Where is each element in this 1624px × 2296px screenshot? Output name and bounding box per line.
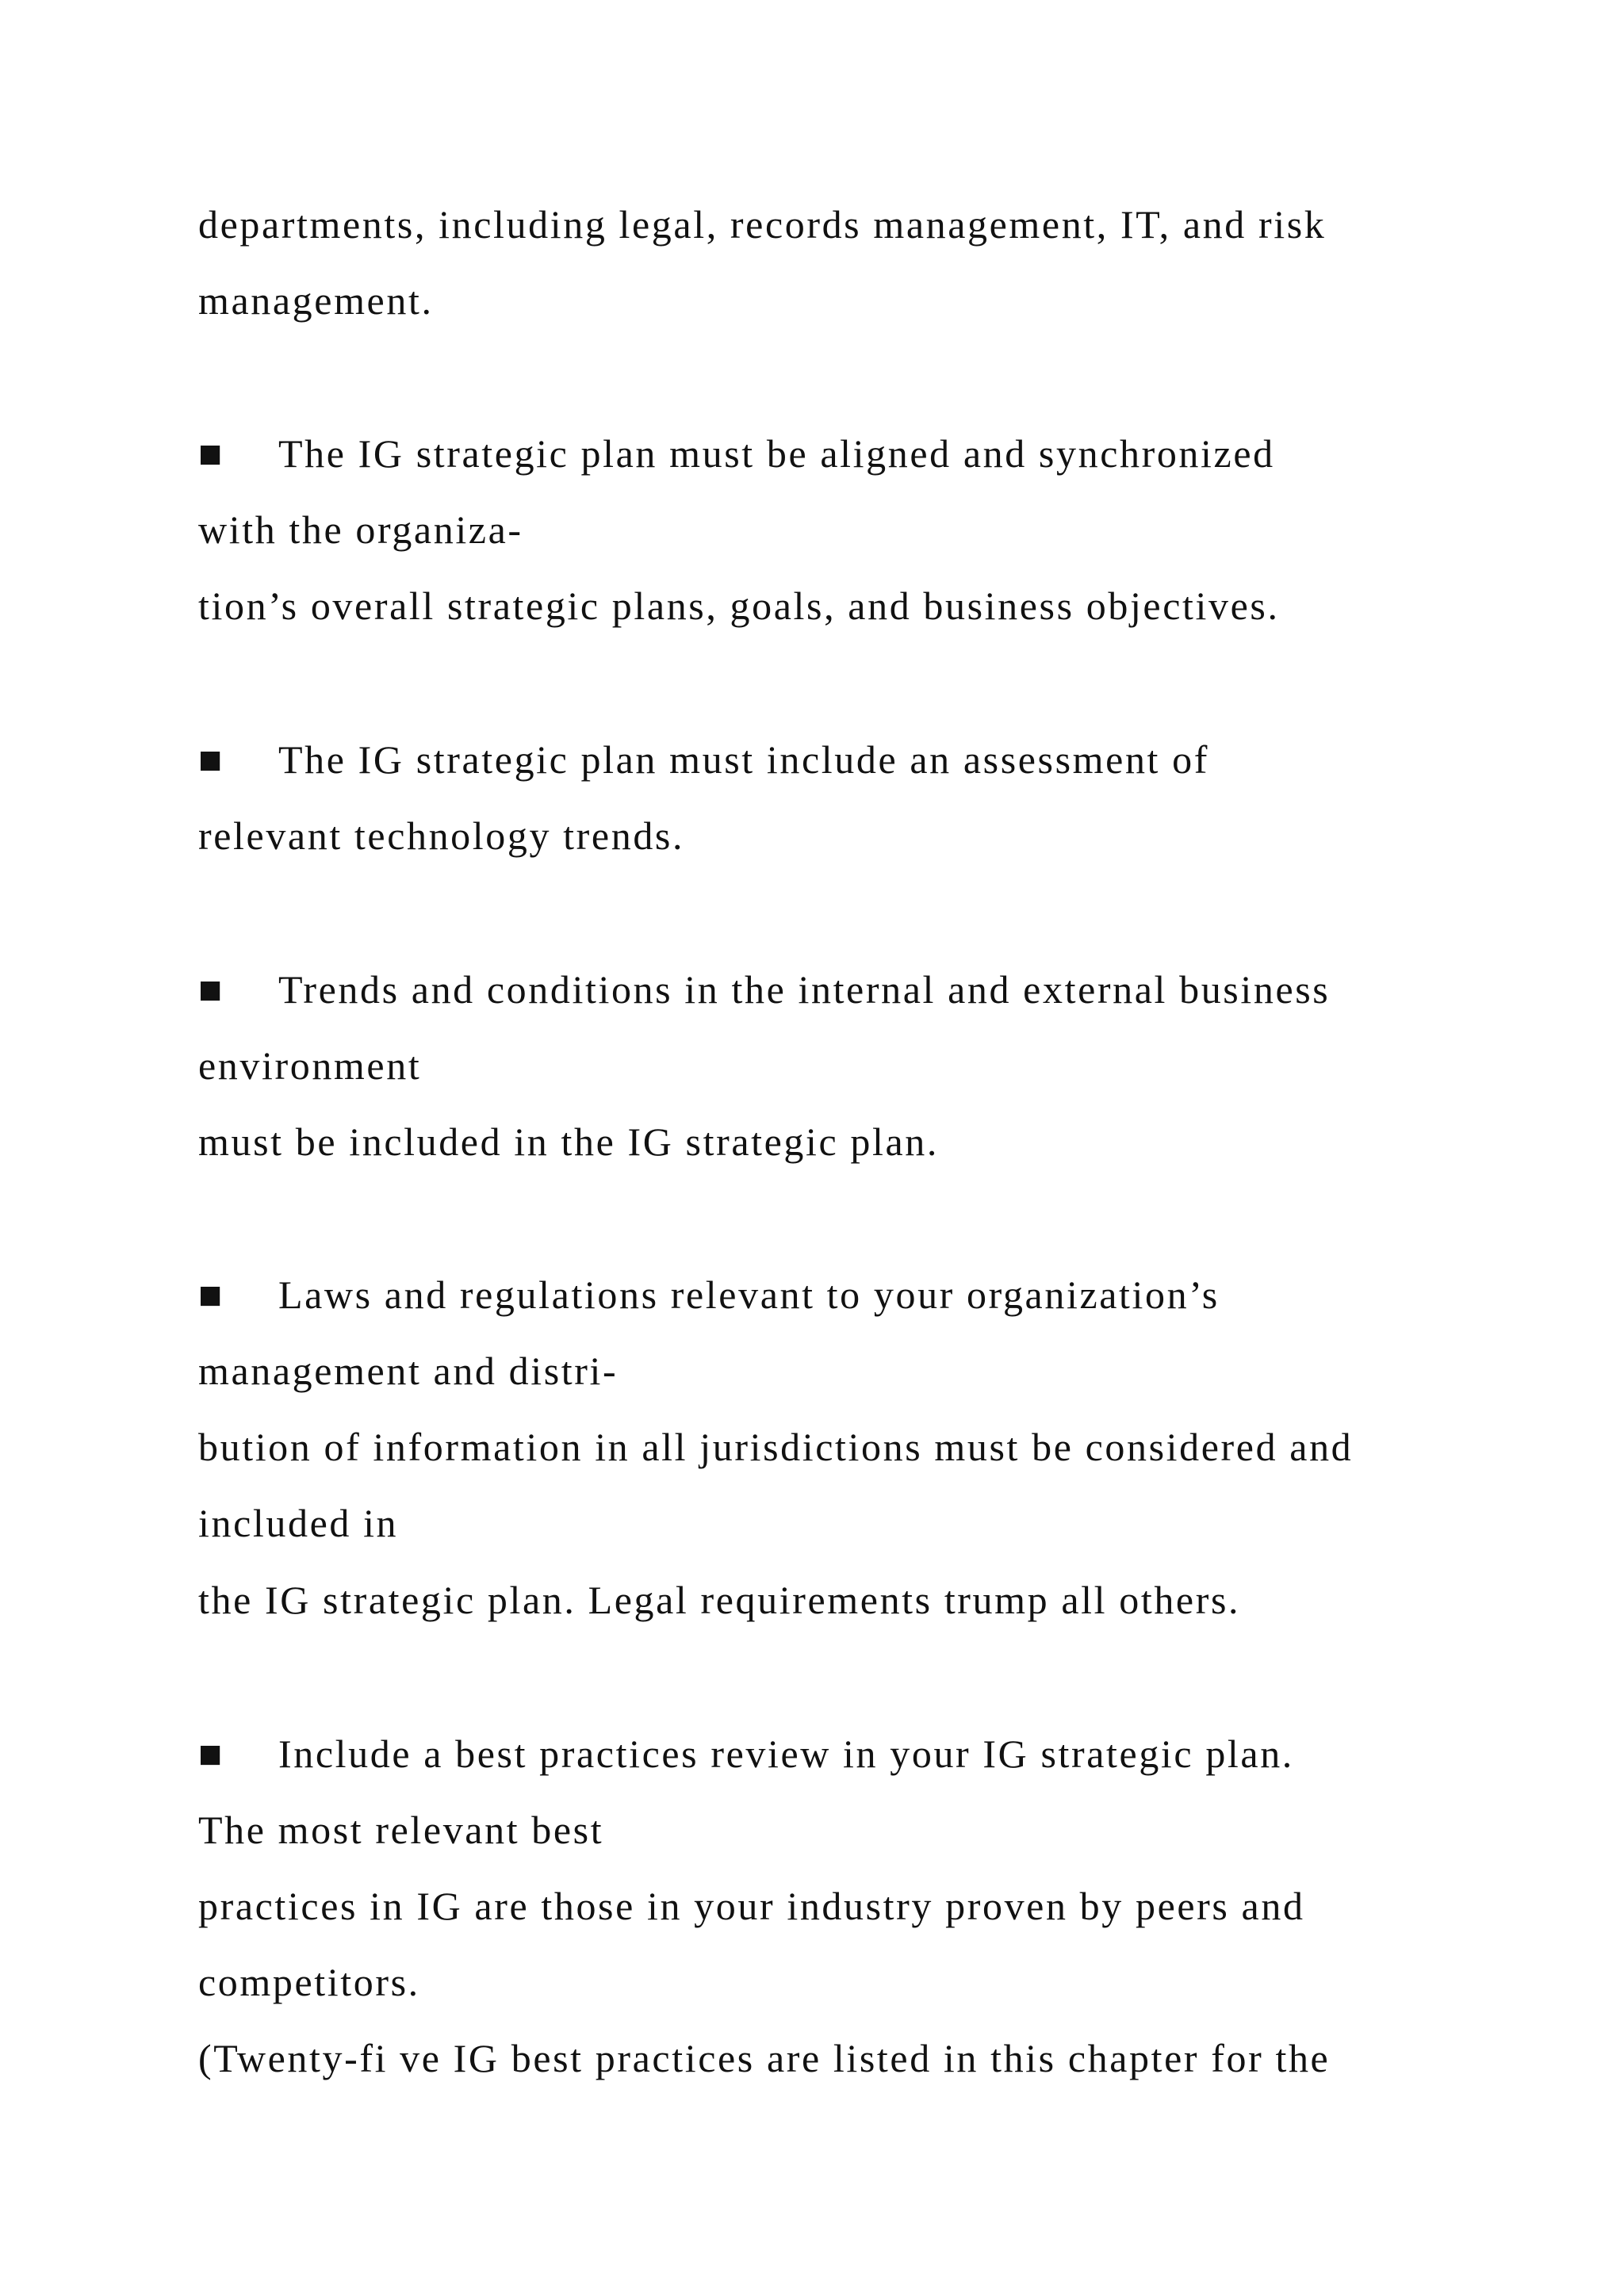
text-line: Trends and conditions in the internal and external business: [278, 967, 1331, 1012]
text-line: competitors.: [198, 1960, 420, 2004]
text-line: departments, including legal, records management, IT, and risk: [198, 202, 1327, 247]
bullet-item-3: [198, 966, 1330, 1013]
text-line: relevant technology trends.: [198, 813, 685, 858]
text-line: with the organiza-: [198, 507, 523, 552]
text-line: practices in IG are those in your industry proven by peers and: [198, 1884, 1305, 1928]
bullet-icon: ■: [198, 737, 224, 782]
bullet-item-5: [198, 1730, 1294, 1777]
text-line: must be included in the IG strategic plan.: [198, 1119, 939, 1164]
bullet-item-4: [198, 1271, 1220, 1318]
text-line: the IG strategic plan. Legal requirements trump all others.: [198, 1578, 1241, 1622]
text-line: The IG strategic plan must include an assessment of: [278, 737, 1209, 782]
text-line: Laws and regulations relevant to your organization’s: [278, 1272, 1220, 1317]
text-line: tion’s overall strategic plans, goals, and business objectives.: [198, 584, 1280, 628]
bullet-icon: ■: [198, 1732, 224, 1776]
bullet-icon: ■: [198, 431, 224, 476]
text-line: Include a best practices review in your IG strategic plan.: [278, 1732, 1294, 1776]
text-line: (Twenty-fi ve IG best practices are listed in this chapter for the: [198, 2036, 1331, 2080]
text-line: management and distri-: [198, 1349, 619, 1393]
text-line: management.: [198, 278, 434, 323]
bullet-item-2: [198, 736, 1209, 783]
text-line: The most relevant best: [198, 1808, 604, 1852]
bullet-icon: ■: [198, 1272, 224, 1317]
bullet-item-1: [198, 430, 1275, 477]
text-line: included in: [198, 1501, 399, 1545]
text-line: environment: [198, 1043, 422, 1088]
text-line: The IG strategic plan must be aligned and synchronized: [278, 431, 1275, 476]
bullet-icon: ■: [198, 967, 224, 1012]
text-line: bution of information in all jurisdictions must be considered and: [198, 1425, 1354, 1469]
